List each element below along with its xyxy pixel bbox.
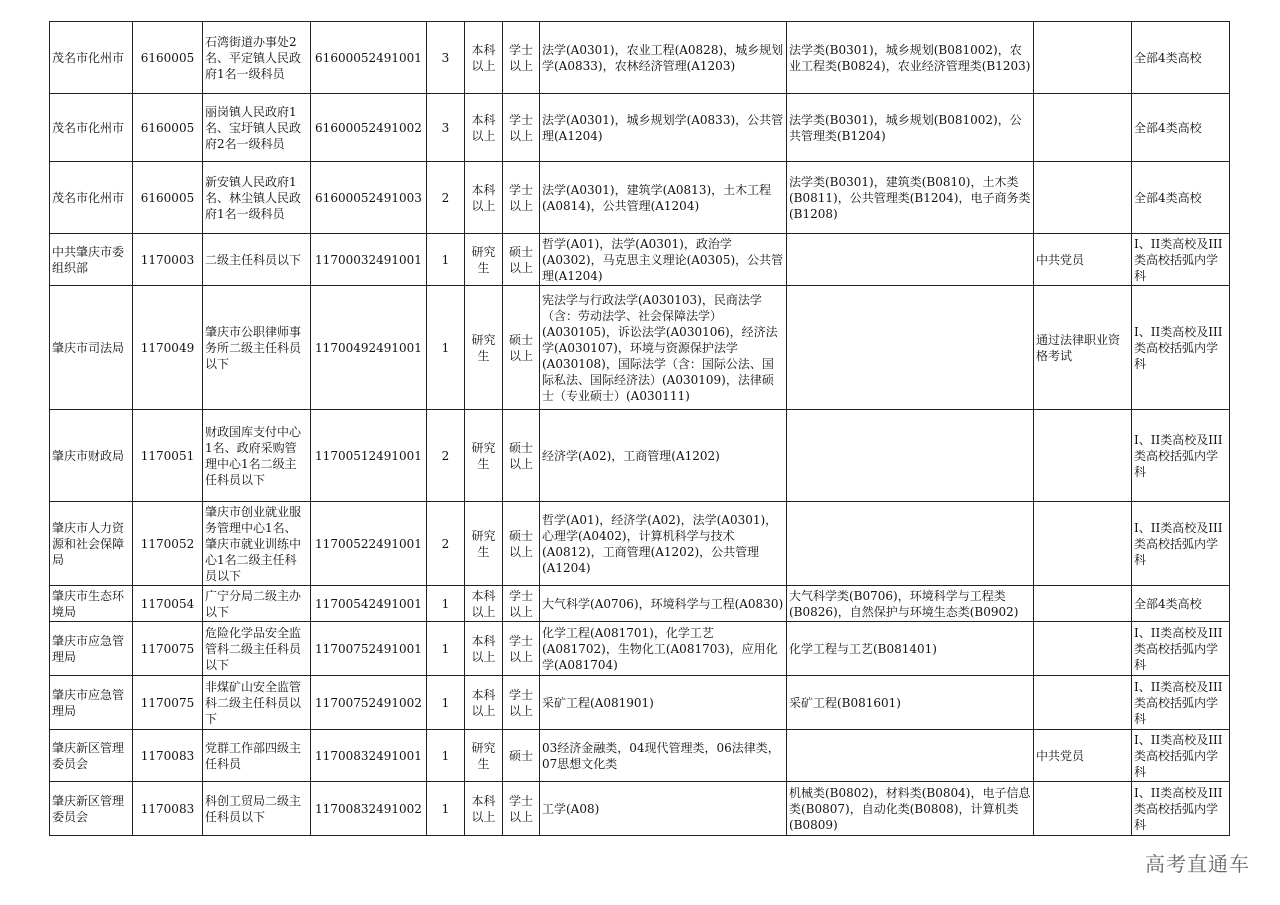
school-scope-cell: 全部4类高校 [1132,22,1230,94]
hire-count-cell: 2 [427,502,465,586]
post-name-cell: 党群工作部四级主任科员 [203,730,311,782]
unit-code-cell: 6160005 [133,162,203,234]
post-code-cell: 11700752491001 [311,622,427,676]
degree-cell: 硕士 [503,730,540,782]
hire-count-cell: 1 [427,586,465,622]
unit-cell: 肇庆新区管理委员会 [50,782,133,836]
graduate-major-cell: 大气科学(A0706)，环境科学与工程(A0830) [540,586,787,622]
education-cell: 本科以上 [465,586,503,622]
education-cell: 本科以上 [465,22,503,94]
unit-cell: 肇庆市人力资源和社会保障局 [50,502,133,586]
graduate-major-cell: 工学(A08) [540,782,787,836]
table-row [50,782,1230,836]
school-scope-cell: I、II类高校及III类高校括弧内学科 [1132,622,1230,676]
unit-cell: 肇庆市应急管理局 [50,676,133,730]
table-row [50,622,1230,676]
graduate-major-cell: 化学工程(A081701)，化学工艺(A081702)，生物化工(A081703)，应用化学(A081704) [540,622,787,676]
unit-code-cell: 1170054 [133,586,203,622]
post-code-cell: 11700512491001 [311,410,427,502]
unit-code-cell: 6160005 [133,94,203,162]
unit-code-cell: 1170083 [133,730,203,782]
unit-cell: 茂名市化州市 [50,162,133,234]
undergraduate-major-cell [787,730,1034,782]
undergraduate-major-cell: 采矿工程(B081601) [787,676,1034,730]
post-code-cell: 61600052491003 [311,162,427,234]
recruitment-table [49,21,1230,836]
hire-count-cell: 1 [427,676,465,730]
school-scope-cell: I、II类高校及III类高校括弧内学科 [1132,234,1230,286]
table-row [50,22,1230,94]
undergraduate-major-cell [787,286,1034,410]
education-cell: 研究生 [465,410,503,502]
hire-count-cell: 3 [427,22,465,94]
table-row [50,234,1230,286]
post-name-cell: 科创工贸局二级主任科员以下 [203,782,311,836]
post-name-cell: 肇庆市创业就业服务管理中心1名、肇庆市就业训练中心1名二级主任科员以下 [203,502,311,586]
school-scope-cell: I、II类高校及III类高校括弧内学科 [1132,730,1230,782]
undergraduate-major-cell: 大气科学类(B0706)，环境科学与工程类(B0826)，自然保护与环境生态类(B0902) [787,586,1034,622]
post-name-cell: 新安镇人民政府1名、林尘镇人民政府1名一级科员 [203,162,311,234]
degree-cell: 硕士以上 [503,502,540,586]
degree-cell: 硕士以上 [503,234,540,286]
hire-count-cell: 1 [427,782,465,836]
unit-code-cell: 1170083 [133,782,203,836]
table-row [50,502,1230,586]
post-name-cell: 肇庆市公职律师事务所二级主任科员以下 [203,286,311,410]
school-scope-cell: I、II类高校及III类高校括弧内学科 [1132,286,1230,410]
other-requirement-cell [1034,22,1132,94]
graduate-major-cell: 经济学(A02)，工商管理(A1202) [540,410,787,502]
school-scope-cell: I、II类高校及III类高校括弧内学科 [1132,782,1230,836]
school-scope-cell: 全部4类高校 [1132,162,1230,234]
education-cell: 本科以上 [465,162,503,234]
graduate-major-cell: 法学(A0301)，城乡规划学(A0833)，公共管理(A1204) [540,94,787,162]
education-cell: 研究生 [465,286,503,410]
post-code-cell: 61600052491001 [311,22,427,94]
hire-count-cell: 2 [427,162,465,234]
unit-cell: 茂名市化州市 [50,22,133,94]
graduate-major-cell: 法学(A0301)，建筑学(A0813)，土木工程(A0814)，公共管理(A1204) [540,162,787,234]
education-cell: 本科以上 [465,782,503,836]
education-cell: 本科以上 [465,622,503,676]
other-requirement-cell [1034,586,1132,622]
unit-code-cell: 1170052 [133,502,203,586]
graduate-major-cell: 采矿工程(A081901) [540,676,787,730]
unit-cell: 中共肇庆市委组织部 [50,234,133,286]
education-cell: 本科以上 [465,94,503,162]
other-requirement-cell: 中共党员 [1034,730,1132,782]
other-requirement-cell: 中共党员 [1034,234,1132,286]
other-requirement-cell [1034,782,1132,836]
table-row [50,162,1230,234]
post-name-cell: 财政国库支付中心1名、政府采购管理中心1名二级主任科员以下 [203,410,311,502]
hire-count-cell: 1 [427,234,465,286]
degree-cell: 学士以上 [503,22,540,94]
other-requirement-cell [1034,622,1132,676]
other-requirement-cell: 通过法律职业资格考试 [1034,286,1132,410]
unit-cell: 肇庆新区管理委员会 [50,730,133,782]
graduate-major-cell: 03经济金融类，04现代管理类，06法律类，07思想文化类 [540,730,787,782]
education-cell: 研究生 [465,502,503,586]
other-requirement-cell [1034,410,1132,502]
undergraduate-major-cell [787,410,1034,502]
school-scope-cell: I、II类高校及III类高校括弧内学科 [1132,410,1230,502]
post-code-cell: 11700032491001 [311,234,427,286]
table-row [50,94,1230,162]
post-name-cell: 广宁分局二级主办以下 [203,586,311,622]
hire-count-cell: 2 [427,410,465,502]
post-name-cell: 石湾街道办事处2名、平定镇人民政府1名一级科员 [203,22,311,94]
unit-code-cell: 1170075 [133,676,203,730]
degree-cell: 学士以上 [503,94,540,162]
other-requirement-cell [1034,502,1132,586]
degree-cell: 学士以上 [503,622,540,676]
table-row [50,676,1230,730]
unit-cell: 肇庆市司法局 [50,286,133,410]
degree-cell: 硕士以上 [503,286,540,410]
undergraduate-major-cell: 法学类(B0301)，城乡规划(B081002)，公共管理类(B1204) [787,94,1034,162]
unit-code-cell: 1170049 [133,286,203,410]
undergraduate-major-cell [787,234,1034,286]
unit-cell: 肇庆市财政局 [50,410,133,502]
degree-cell: 学士以上 [503,782,540,836]
post-code-cell: 11700752491002 [311,676,427,730]
undergraduate-major-cell [787,502,1034,586]
graduate-major-cell: 哲学(A01)，法学(A0301)，政治学(A0302)，马克思主义理论(A0305)，公共管理(A1204) [540,234,787,286]
table-row [50,586,1230,622]
unit-cell: 肇庆市应急管理局 [50,622,133,676]
post-code-cell: 11700492491001 [311,286,427,410]
post-name-cell: 非煤矿山安全监管科二级主任科员以下 [203,676,311,730]
education-cell: 研究生 [465,730,503,782]
other-requirement-cell [1034,162,1132,234]
table-row [50,410,1230,502]
unit-code-cell: 6160005 [133,22,203,94]
hire-count-cell: 1 [427,622,465,676]
other-requirement-cell [1034,94,1132,162]
other-requirement-cell [1034,676,1132,730]
hire-count-cell: 3 [427,94,465,162]
undergraduate-major-cell: 化学工程与工艺(B081401) [787,622,1034,676]
education-cell: 研究生 [465,234,503,286]
undergraduate-major-cell: 机械类(B0802)，材料类(B0804)，电子信息类(B0807)，自动化类(B0808)，计算机类(B0809) [787,782,1034,836]
degree-cell: 学士以上 [503,586,540,622]
graduate-major-cell: 宪法学与行政法学(A030103)，民商法学（含：劳动法学、社会保障法学）(A030105)，诉讼法学(A030106)，经济法学(A030107)，环境与资源保护法学(A030108)，国际法学（含：国际公法、国际私法、国际经济法）(A030109)，法律硕士（专业硕士）(A030111) [540,286,787,410]
unit-code-cell: 1170075 [133,622,203,676]
graduate-major-cell: 哲学(A01)，经济学(A02)，法学(A0301)，心理学(A0402)，计算机科学与技术(A0812)，工商管理(A1202)，公共管理(A1204) [540,502,787,586]
unit-cell: 肇庆市生态环境局 [50,586,133,622]
degree-cell: 学士以上 [503,162,540,234]
school-scope-cell: I、II类高校及III类高校括弧内学科 [1132,676,1230,730]
unit-code-cell: 1170051 [133,410,203,502]
school-scope-cell: 全部4类高校 [1132,94,1230,162]
degree-cell: 硕士以上 [503,410,540,502]
watermark-logo: 高考直通车 [1145,852,1250,876]
school-scope-cell: I、II类高校及III类高校括弧内学科 [1132,502,1230,586]
unit-cell: 茂名市化州市 [50,94,133,162]
post-code-cell: 11700542491001 [311,586,427,622]
post-name-cell: 二级主任科员以下 [203,234,311,286]
post-name-cell: 危险化学品安全监管科二级主任科员以下 [203,622,311,676]
hire-count-cell: 1 [427,286,465,410]
table-row [50,286,1230,410]
education-cell: 本科以上 [465,676,503,730]
hire-count-cell: 1 [427,730,465,782]
graduate-major-cell: 法学(A0301)，农业工程(A0828)，城乡规划学(A0833)，农林经济管理(A1203) [540,22,787,94]
post-code-cell: 11700522491001 [311,502,427,586]
post-code-cell: 11700832491002 [311,782,427,836]
degree-cell: 学士以上 [503,676,540,730]
table-body [50,22,1230,836]
table-row [50,730,1230,782]
undergraduate-major-cell: 法学类(B0301)，建筑类(B0810)，土木类(B0811)，公共管理类(B1204)，电子商务类(B1208) [787,162,1034,234]
post-code-cell: 11700832491001 [311,730,427,782]
post-code-cell: 61600052491002 [311,94,427,162]
post-name-cell: 丽岗镇人民政府1名、宝圩镇人民政府2名一级科员 [203,94,311,162]
undergraduate-major-cell: 法学类(B0301)，城乡规划(B081002)，农业工程类(B0824)，农业经济管理类(B1203) [787,22,1034,94]
school-scope-cell: 全部4类高校 [1132,586,1230,622]
unit-code-cell: 1170003 [133,234,203,286]
